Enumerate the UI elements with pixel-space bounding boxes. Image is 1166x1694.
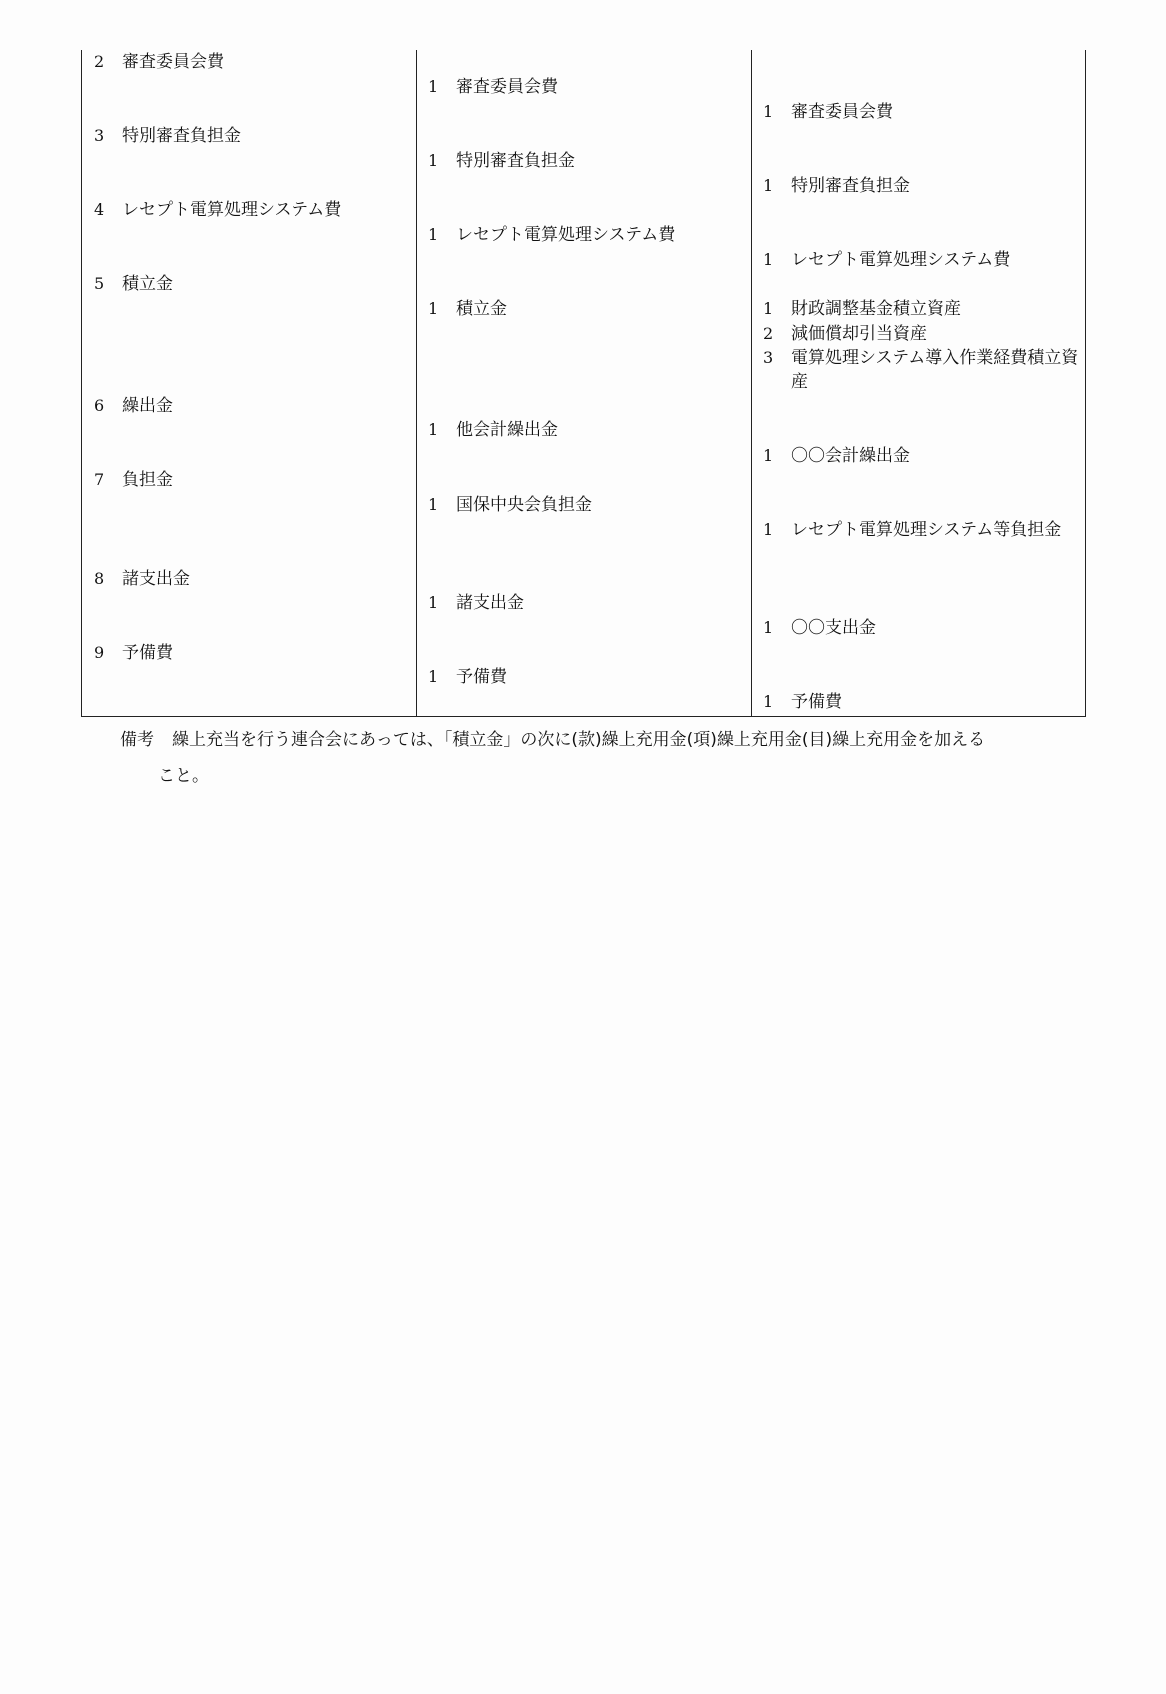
entry-number: 1 [763, 618, 774, 637]
entry-label: 他会計繰出金 [456, 420, 558, 440]
entry-number: 1 [428, 77, 439, 96]
entry-label: レセプト電算処理システム等負担金 [791, 520, 1062, 540]
kou-entry [416, 665, 507, 689]
kan-entry [82, 567, 190, 591]
remarks-text-continuation: こと。 [158, 766, 209, 786]
entry-number: 1 [428, 593, 439, 612]
remarks-note [120, 722, 1095, 794]
entry-label: 積立金 [122, 274, 173, 294]
entry-number: 6 [94, 396, 105, 415]
kan-entry [82, 468, 173, 492]
entry-label: 財政調整基金積立資産 [791, 299, 961, 319]
entry-number: 7 [94, 470, 105, 489]
kou-entry [416, 75, 558, 99]
moku-entry [751, 174, 910, 198]
moku-entry [751, 100, 893, 124]
moku-entry [751, 322, 927, 346]
entry-label: 〇〇会計繰出金 [791, 446, 910, 466]
kan-entry [82, 641, 173, 665]
entry-number: 9 [94, 643, 105, 662]
entry-number: 1 [428, 495, 439, 514]
entry-number: 1 [428, 667, 439, 686]
entry-label: 繰出金 [122, 396, 173, 416]
remarks-heading: 備考 [120, 730, 154, 750]
entry-label: レセプト電算処理システム費 [122, 200, 342, 220]
entry-label: 予備費 [122, 643, 173, 663]
entry-label: 国保中央会負担金 [456, 495, 592, 515]
entry-number: 1 [428, 151, 439, 170]
kan-entry [82, 394, 173, 418]
entry-label: 予備費 [791, 692, 842, 712]
entry-label: レセプト電算処理システム費 [456, 225, 676, 245]
kan-entry [82, 198, 341, 222]
kou-entry [416, 493, 592, 517]
entry-label: 〇〇支出金 [791, 618, 876, 638]
remarks-text: 繰上充当を行う連合会にあっては、「積立金」の次に(款)繰上充用金(項)繰上充用金(目)繰上充用金を加える [172, 730, 986, 750]
entry-label: 負担金 [122, 470, 173, 490]
moku-entry [751, 297, 961, 321]
kou-entry [416, 223, 675, 247]
entry-label: 諸支出金 [122, 569, 190, 589]
entry-number: 1 [428, 299, 439, 318]
kou-entry [416, 418, 558, 442]
entry-label: 特別審査負担金 [791, 176, 910, 196]
entry-number: 3 [94, 126, 105, 145]
entry-label: 積立金 [456, 299, 507, 319]
entry-label: 審査委員会費 [791, 102, 893, 122]
entry-number: 3 [763, 348, 774, 367]
moku-entry [751, 518, 1081, 542]
kan-entry [82, 50, 224, 74]
entry-label: 審査委員会費 [122, 52, 224, 72]
moku-column [751, 50, 1085, 716]
moku-entry [751, 690, 842, 714]
entry-label: 予備費 [456, 667, 507, 687]
kou-column [416, 50, 751, 716]
entry-label: 審査委員会費 [456, 77, 558, 97]
entry-number: 1 [763, 299, 774, 318]
entry-number: 2 [94, 52, 105, 71]
entry-number: 1 [763, 446, 774, 465]
entry-label: 減価償却引当資産 [791, 324, 927, 344]
kan-column [82, 50, 416, 716]
entry-number: 1 [763, 176, 774, 195]
kan-entry [82, 124, 241, 148]
kan-entry [82, 272, 173, 296]
remarks-line [120, 722, 1095, 758]
entry-label: 諸支出金 [456, 593, 524, 613]
moku-entry [751, 346, 1081, 394]
budget-table [81, 50, 1086, 717]
entry-number: 5 [94, 274, 105, 293]
entry-number: 1 [763, 520, 774, 539]
entry-number: 8 [94, 569, 105, 588]
kou-entry [416, 149, 575, 173]
entry-number: 4 [94, 200, 105, 219]
kou-entry [416, 591, 524, 615]
entry-number: 1 [428, 225, 439, 244]
moku-entry [751, 248, 1010, 272]
entry-label: 特別審査負担金 [456, 151, 575, 171]
entry-number: 2 [763, 324, 774, 343]
entry-number: 1 [763, 692, 774, 711]
entry-number: 1 [763, 102, 774, 121]
moku-entry [751, 616, 876, 640]
entry-number: 1 [763, 250, 774, 269]
entry-label: 特別審査負担金 [122, 126, 241, 146]
entry-number: 1 [428, 420, 439, 439]
moku-entry [751, 444, 910, 468]
entry-label: レセプト電算処理システム費 [791, 250, 1011, 270]
entry-label: 電算処理システム導入作業経費積立資産 [791, 348, 1079, 392]
kou-entry [416, 297, 507, 321]
